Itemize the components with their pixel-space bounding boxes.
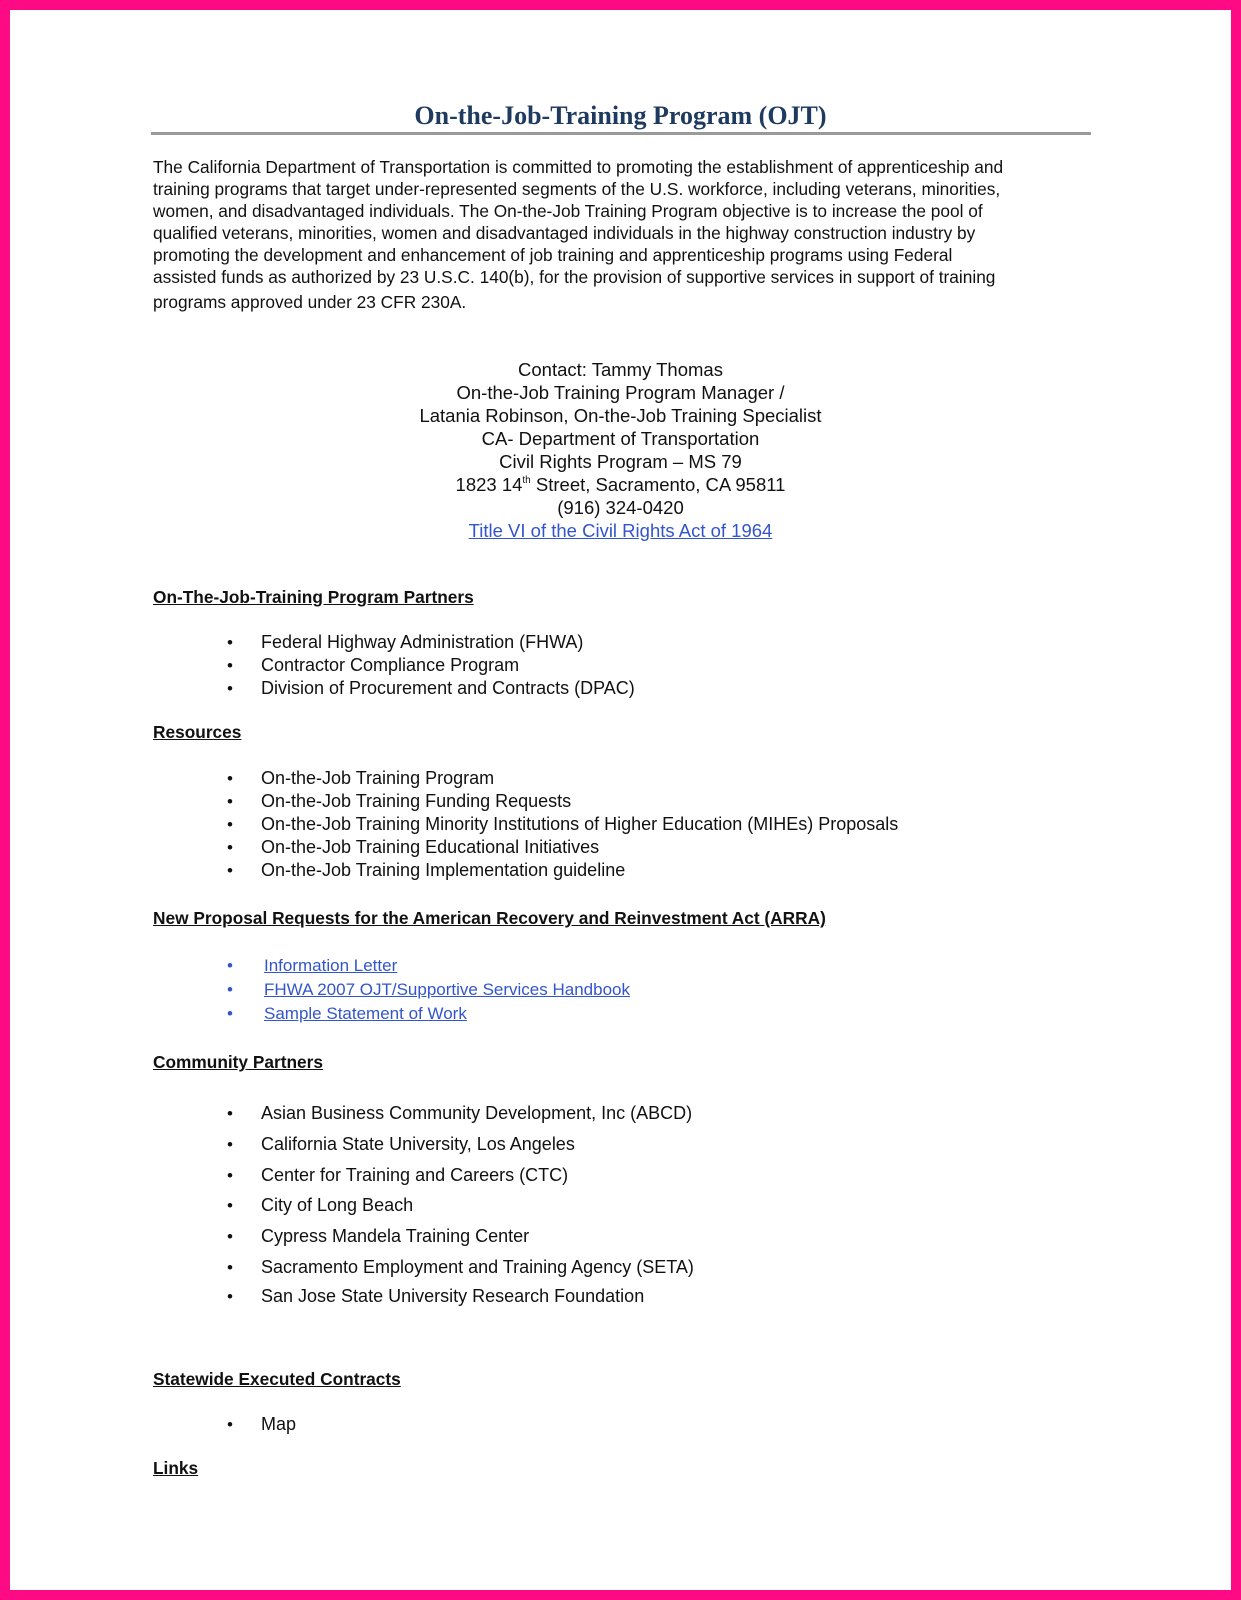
- bullet-icon: •: [227, 656, 233, 675]
- intro-line: assisted funds as authorized by 23 U.S.C. 140(b), for the provision of supportive services in support of training: [153, 267, 996, 287]
- section-heading-statewide: Statewide Executed Contracts: [153, 1369, 401, 1389]
- intro-line: promoting the development and enhancement of job training and apprenticeship programs using Federal: [153, 245, 953, 265]
- bullet-icon: •: [227, 956, 233, 975]
- section-heading-arra: New Proposal Requests for the American Recovery and Reinvestment Act (ARRA): [153, 908, 826, 928]
- bullet-icon: •: [227, 633, 233, 652]
- bullet-icon: •: [227, 1258, 233, 1277]
- contact-department: CA- Department of Transportation: [481, 428, 760, 449]
- list-item: City of Long Beach: [261, 1195, 414, 1215]
- intro-line: women, and disadvantaged individuals. The On-the-Job Training Program objective is to increase the pool of: [153, 201, 983, 221]
- bullet-icon: •: [227, 861, 233, 880]
- title-vi-row: [0, 522, 1241, 541]
- bullet-icon: •: [227, 1196, 233, 1215]
- bullet-icon: •: [227, 1135, 233, 1154]
- page-title: On-the-Job-Training Program (OJT): [414, 101, 827, 130]
- address-part: Street, Sacramento, CA 95811: [530, 474, 786, 495]
- bullet-icon: •: [227, 838, 233, 857]
- bullet-icon: •: [227, 792, 233, 811]
- intro-line: The California Department of Transportation is committed to promoting the establishment of apprenticeship and: [153, 157, 1004, 177]
- title-vi-link[interactable]: Title VI of the Civil Rights Act of 1964: [468, 520, 773, 541]
- bullet-icon: •: [227, 1287, 233, 1306]
- contact-title: On-the-Job Training Program Manager /: [456, 382, 785, 403]
- title-rule: [151, 132, 1091, 135]
- list-item: On-the-Job Training Funding Requests: [261, 791, 572, 811]
- sample-statement-link[interactable]: Sample Statement of Work: [264, 1004, 467, 1023]
- bullet-icon: •: [227, 1004, 233, 1023]
- intro-line: programs approved under 23 CFR 230A.: [153, 292, 467, 312]
- bullet-icon: •: [227, 1166, 233, 1185]
- list-item: Division of Procurement and Contracts (DPAC): [261, 678, 635, 698]
- contact-specialist: Latania Robinson, On-the-Job Training Specialist: [419, 405, 822, 426]
- list-item: Contractor Compliance Program: [261, 655, 520, 675]
- bullet-icon: •: [227, 1415, 233, 1434]
- intro-line: training programs that target under-represented segments of the U.S. workforce, including veterans, minorities,: [153, 179, 1001, 199]
- list-item: On-the-Job Training Implementation guideline: [261, 860, 626, 880]
- contact-address: [0, 476, 1241, 495]
- address-sup: th: [522, 475, 531, 486]
- information-letter-link[interactable]: Information Letter: [264, 956, 398, 975]
- bullet-icon: •: [227, 815, 233, 834]
- section-heading-partners: On-The-Job-Training Program Partners: [153, 587, 474, 607]
- contact-name: Contact: Tammy Thomas: [518, 359, 723, 380]
- list-item: Center for Training and Careers (CTC): [261, 1165, 569, 1185]
- address-part: 1823 14: [455, 474, 523, 495]
- intro-line: qualified veterans, minorities, women and disadvantaged individuals in the highway construction industry by: [153, 223, 976, 243]
- list-item: Cypress Mandela Training Center: [261, 1226, 530, 1246]
- bullet-icon: •: [227, 980, 233, 999]
- list-item: Federal Highway Administration (FHWA): [261, 632, 584, 652]
- section-heading-links: Links: [153, 1458, 199, 1478]
- list-item: Asian Business Community Development, Inc (ABCD): [261, 1103, 693, 1123]
- fhwa-handbook-link[interactable]: FHWA 2007 OJT/Supportive Services Handbook: [264, 980, 630, 999]
- bullet-icon: •: [227, 1104, 233, 1123]
- list-item: Sacramento Employment and Training Agency (SETA): [261, 1257, 694, 1277]
- section-heading-community: Community Partners: [153, 1052, 323, 1072]
- list-item: Map: [261, 1414, 297, 1434]
- contact-phone: (916) 324-0420: [557, 497, 684, 518]
- list-item: On-the-Job Training Program: [261, 768, 495, 788]
- section-heading-resources: Resources: [153, 722, 242, 742]
- bullet-icon: •: [227, 1227, 233, 1246]
- bullet-icon: •: [227, 679, 233, 698]
- list-item: California State University, Los Angeles: [261, 1134, 575, 1154]
- contact-program: Civil Rights Program – MS 79: [499, 451, 742, 472]
- list-item: On-the-Job Training Minority Institutions of Higher Education (MIHEs) Proposals: [261, 814, 899, 834]
- bullet-icon: •: [227, 769, 233, 788]
- list-item: San Jose State University Research Foundation: [261, 1286, 645, 1306]
- list-item: On-the-Job Training Educational Initiatives: [261, 837, 600, 857]
